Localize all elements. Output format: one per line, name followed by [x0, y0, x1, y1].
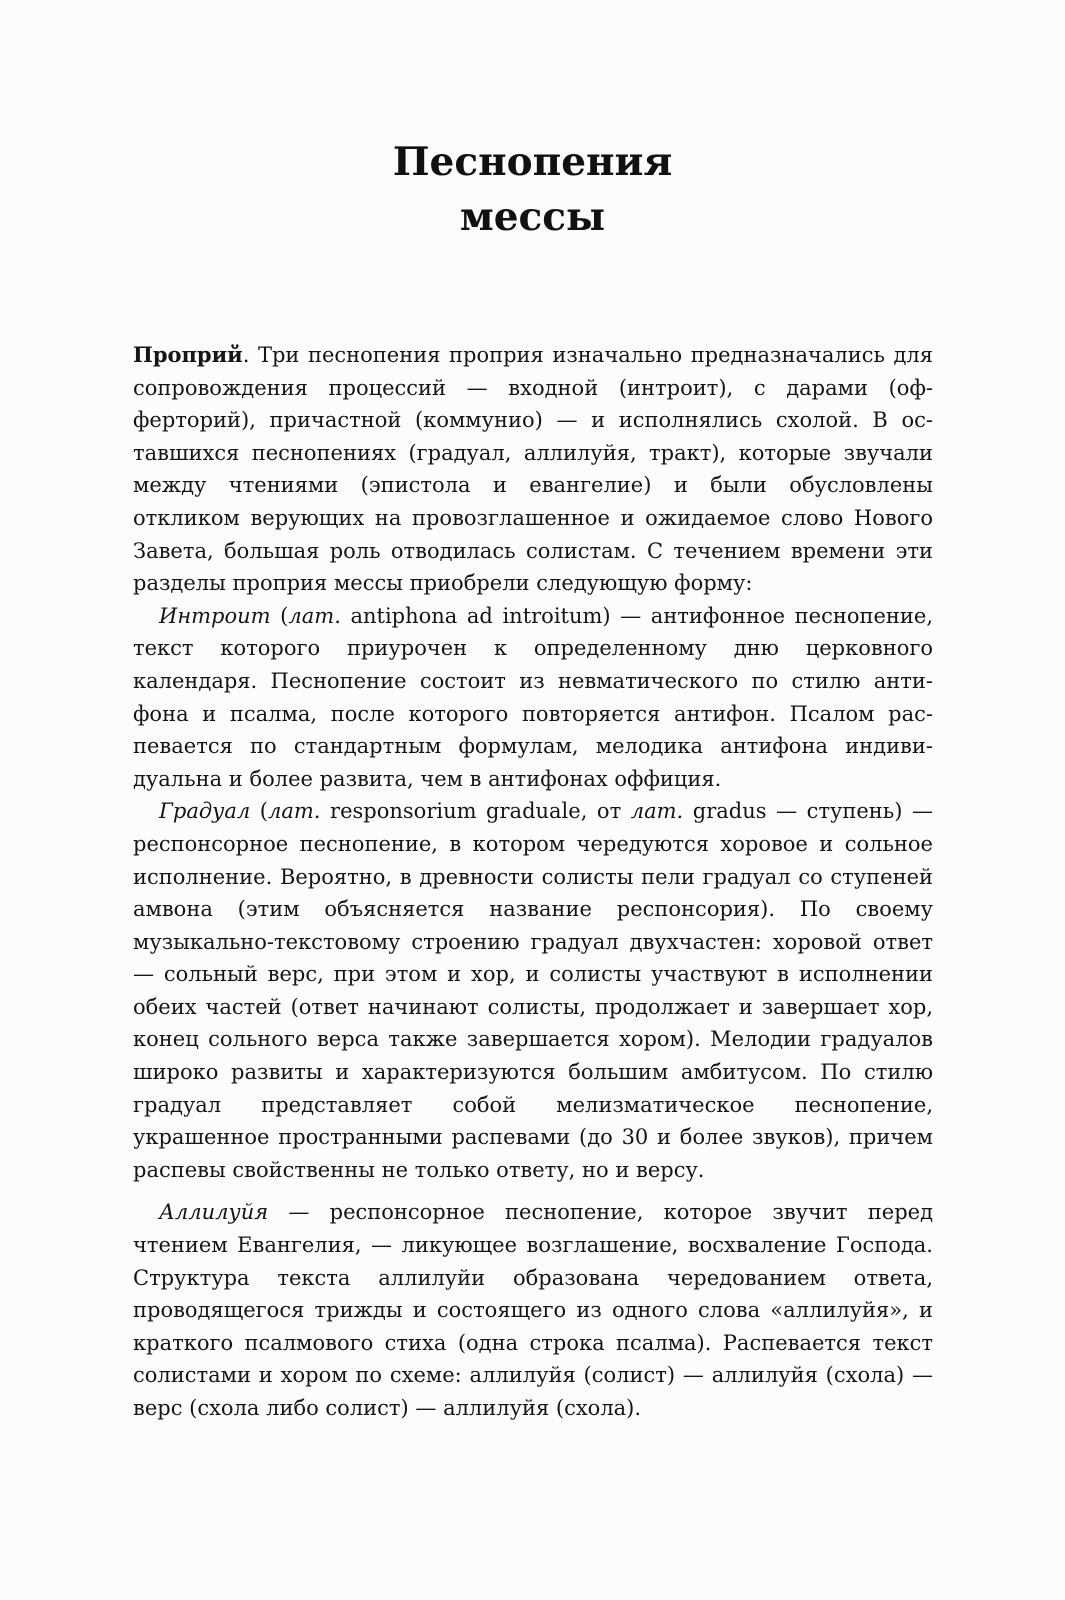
paragraph-gradual [133, 795, 933, 1186]
paragraph-text: Три песнопения проприя изначально предназначались для сопровождения процессий — входной (интроит), с дарами (офферторий), причастной (коммунио) — и исполнялись схолой. В оставшихся песнопениях (градуал, аллилуйя, тракт), которые звучали между чтениями (эпистола и евангелие) и были обусловлены откликом верующих на провозглашенное и ожидаемое слово Нового Завета, большая роль отводилась солистам. С течением времени эти разделы проприя мессы приобрели следующую форму: [133, 343, 933, 596]
paren-open: ( [250, 799, 268, 824]
paren-open: ( [270, 603, 289, 628]
term-alleluia: Аллилуйя [159, 1200, 269, 1225]
term-introit: Интроит [159, 603, 271, 628]
page-title-line-2: мессы [459, 194, 606, 240]
body-text [133, 339, 933, 1425]
paragraph-text: antiphona ad introitum) — антифонное песнопение, текст которого приурочен к определенному дню церковного календаря. Песнопение состоит из невматического по стилю антифона и псалма, после которого повторяется антифон. Псалом распевается по стандартным формулам, мелодика антифона индивидуальна и более развита, чем в антифонах оффиция. [133, 603, 934, 791]
abbr-lat: лат. [630, 799, 684, 824]
paragraph-proprium [133, 339, 933, 600]
paragraph-alleluia [133, 1196, 933, 1424]
paragraph-text: — респонсорное песнопение, которое звучит перед чтением Евангелия, — ликующее возглашение, восхваление Господа. Структура текста аллилуйи образована чередованием ответа, проводящегося трижды и состоящего из одного слова «аллилуйя», и краткого псалмового стиха (одна строка псалма). Распевается текст солистами и хором по схеме: аллилуйя (солист) — аллилуйя (схола) — верс (схола либо солист) — аллилуйя (схола). [133, 1200, 933, 1420]
page-title-line-1: Песнопения [392, 139, 673, 185]
term-gradual: Градуал [159, 799, 251, 824]
abbr-lat: лат. [288, 603, 341, 628]
paragraph-introit [133, 600, 933, 796]
term-proprium: Проприй [133, 342, 243, 367]
paragraph-text: gradus — ступень) — респонсорное песнопение, в котором чередуются хоровое и сольное исполнение. Вероятно, в древности солисты пели градуал со ступеней амвона (этим объясняется название респонсория). По своему музыкально-текстовому строению градуал двухчастен: хоровой ответ — сольный верс, при этом и хор, и солисты участвуют в исполнении обеих частей (ответ начинают солисты, продолжает и завершает хор, конец сольного верса также завершается хором). Мелодии градуалов широко развиты и характеризуются большим амбитусом. По стилю градуал представляет собой мелизматическое песнопение, украшенное пространными распевами (до 30 и более звуков), причем распевы свойственны не только ответу, но и версу. [133, 799, 933, 1182]
abbr-lat: лат. [268, 799, 321, 824]
paragraph-text: responsorium graduale, от [320, 799, 631, 824]
lead-punctuation: . [242, 343, 258, 367]
